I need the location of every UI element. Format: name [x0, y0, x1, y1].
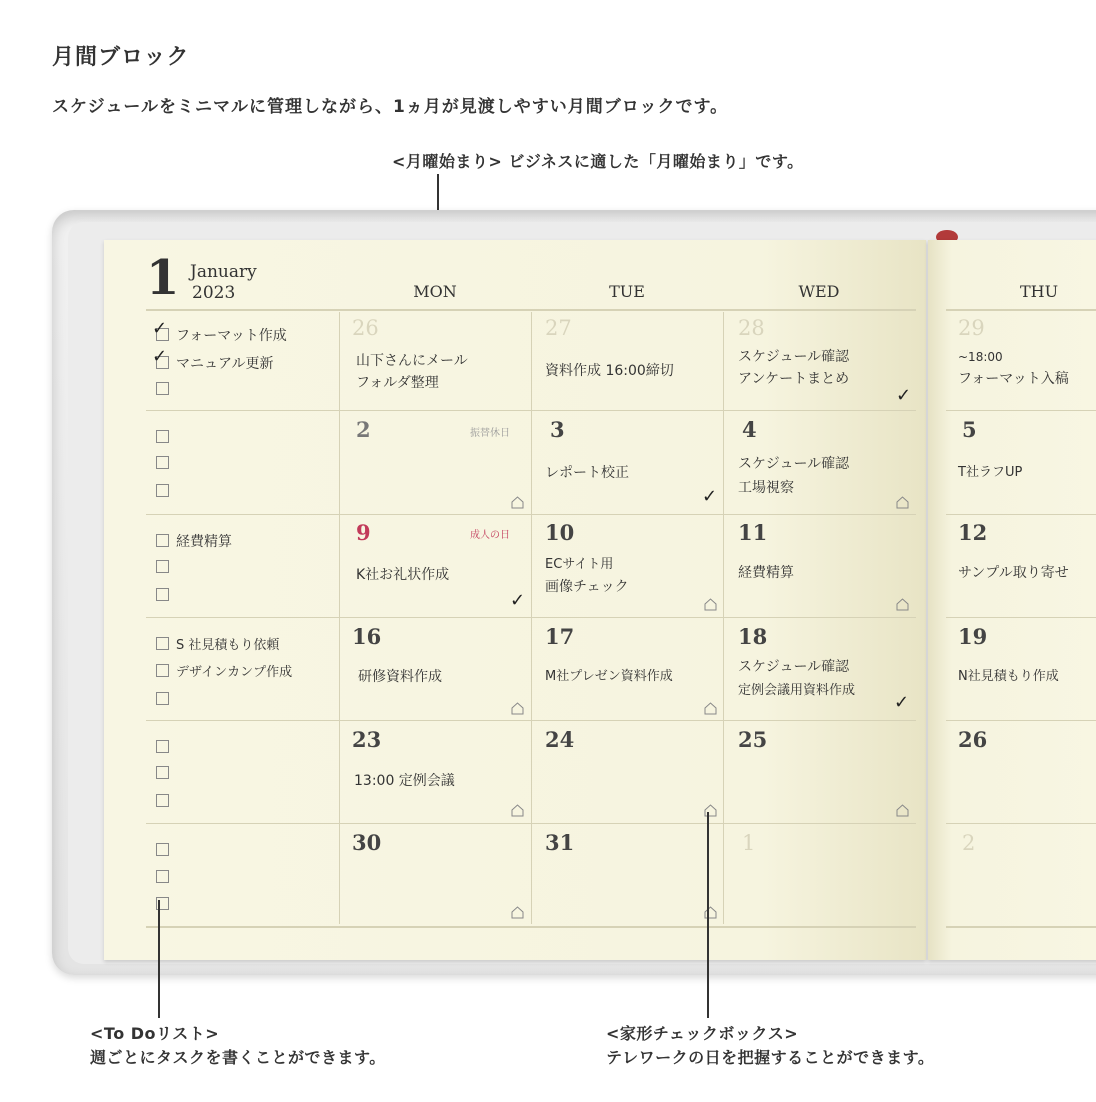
checkmark: ✓	[510, 590, 526, 611]
date-number: 25	[738, 727, 768, 752]
holiday-label: 振替休日	[470, 428, 510, 439]
house-checkbox-icon[interactable]	[511, 804, 524, 817]
todo-item: 経費精算	[176, 534, 232, 550]
house-checkbox-icon[interactable]	[704, 804, 717, 817]
callout-todo-title: <To Doリスト>	[90, 1024, 220, 1043]
dow-wed: WED	[798, 282, 840, 301]
todo-checkbox[interactable]	[156, 692, 169, 705]
dow-tue: TUE	[609, 282, 645, 301]
dow-mon: MON	[413, 282, 457, 301]
todo-checkbox[interactable]	[156, 794, 169, 807]
house-checkbox-icon[interactable]	[704, 702, 717, 715]
schedule-note: 13:00 定例会議	[354, 773, 455, 789]
todo-checkbox[interactable]	[156, 534, 169, 547]
house-checkbox-icon[interactable]	[704, 598, 717, 611]
schedule-note: 経費精算	[738, 565, 794, 581]
todo-checkbox[interactable]	[156, 484, 169, 497]
callout-monday-start: <月曜始まり> ビジネスに適した「月曜始まり」です。	[392, 152, 804, 171]
date-number: 29	[958, 316, 985, 340]
callout-line-house	[707, 812, 709, 1018]
todo-checkbox[interactable]	[156, 588, 169, 601]
todo-checkbox[interactable]	[156, 870, 169, 883]
month-name: January	[190, 262, 257, 282]
callout-todo	[90, 1022, 386, 1070]
section-description: スケジュールをミニマルに管理しながら、1ヵ月が見渡しやすい月間ブロックです。	[52, 97, 729, 117]
dow-thu: THU	[1019, 282, 1059, 301]
house-checkbox-icon[interactable]	[896, 496, 909, 509]
schedule-note: スケジュール確認	[738, 659, 850, 675]
grid-line	[146, 926, 916, 928]
todo-item: S 社見積もり依頼	[176, 638, 280, 653]
date-number: 27	[545, 316, 572, 340]
checkmark: ✓	[896, 385, 912, 406]
schedule-note: 研修資料作成	[358, 669, 442, 685]
house-checkbox-icon[interactable]	[896, 598, 909, 611]
holiday-label: 成人の日	[470, 530, 510, 541]
todo-item: デザインカンプ作成	[176, 665, 293, 680]
date-number: 12	[958, 520, 988, 545]
date-number: 5	[962, 417, 977, 442]
date-number: 17	[545, 624, 575, 649]
grid-line	[946, 720, 1096, 721]
todo-checkbox[interactable]	[156, 637, 169, 650]
year-label: 2023	[192, 283, 236, 303]
date-number: 24	[545, 727, 575, 752]
schedule-note: K社お礼状作成	[356, 567, 450, 583]
date-number: 3	[550, 417, 565, 442]
todo-checkbox[interactable]	[156, 766, 169, 779]
schedule-note: スケジュール確認	[738, 349, 850, 365]
house-checkbox-icon[interactable]	[511, 702, 524, 715]
grid-line	[946, 410, 1096, 411]
callout-house-title: <家形チェックボックス>	[606, 1024, 799, 1043]
todo-checkmark: ✓	[152, 346, 168, 367]
grid-line	[946, 926, 1096, 928]
grid-line	[946, 309, 1096, 311]
date-number: 30	[352, 830, 382, 855]
schedule-note: M社プレゼン資料作成	[545, 669, 673, 684]
date-number: 18	[738, 624, 768, 649]
checkmark: ✓	[702, 486, 718, 507]
house-checkbox-icon[interactable]	[704, 906, 717, 919]
schedule-note: スケジュール確認	[738, 456, 850, 472]
house-checkbox-icon[interactable]	[511, 496, 524, 509]
date-number: 9	[356, 520, 371, 545]
todo-checkmark: ✓	[152, 318, 168, 339]
callout-line-todo	[158, 900, 160, 1018]
grid-line	[946, 514, 1096, 515]
todo-checkbox[interactable]	[156, 456, 169, 469]
schedule-note: 画像チェック	[545, 579, 629, 595]
schedule-note: フォルダ整理	[356, 375, 439, 391]
todo-checkbox[interactable]	[156, 382, 169, 395]
todo-checkbox[interactable]	[156, 843, 169, 856]
todo-item: フォーマット作成	[176, 328, 287, 344]
date-number: 28	[738, 316, 765, 340]
section-heading: 月間ブロック	[52, 45, 190, 70]
date-number: 19	[958, 624, 988, 649]
schedule-note: 資料作成 16:00締切	[545, 363, 674, 379]
date-number: 23	[352, 727, 382, 752]
date-number: 2	[356, 417, 371, 442]
date-number: 1	[742, 831, 756, 855]
planner-right-page	[928, 240, 1096, 960]
grid-line	[946, 823, 1096, 824]
schedule-note: 定例会議用資料作成	[738, 683, 856, 698]
todo-checkbox[interactable]	[156, 560, 169, 573]
grid-col-sep	[723, 312, 724, 924]
date-number: 2	[962, 831, 976, 855]
grid-line	[146, 309, 916, 311]
todo-checkbox[interactable]	[156, 740, 169, 753]
schedule-note: アンケートまとめ	[738, 371, 850, 387]
date-number: 10	[545, 520, 575, 545]
schedule-note: レポート校正	[545, 465, 629, 481]
callout-todo-desc: 週ごとにタスクを書くことができます。	[90, 1048, 386, 1067]
house-checkbox-icon[interactable]	[511, 906, 524, 919]
grid-col-sep	[531, 312, 532, 924]
checkmark: ✓	[894, 692, 910, 713]
date-number: 26	[958, 727, 988, 752]
schedule-note: サンプル取り寄せ	[958, 565, 1069, 581]
schedule-note: 山下さんにメール	[356, 353, 468, 369]
todo-checkbox[interactable]	[156, 664, 169, 677]
grid-col-sep	[339, 312, 340, 924]
schedule-note: ~18:00	[958, 350, 1003, 364]
todo-checkbox[interactable]	[156, 430, 169, 443]
schedule-note: フォーマット入稿	[958, 371, 1069, 387]
date-number: 16	[352, 624, 382, 649]
todo-item: マニュアル更新	[176, 356, 274, 372]
date-number: 31	[545, 830, 575, 855]
callout-house	[606, 1022, 934, 1070]
month-number: 1	[146, 250, 180, 306]
schedule-note: T社ラフUP	[958, 465, 1023, 480]
date-number: 4	[742, 417, 757, 442]
date-number: 11	[738, 520, 768, 545]
schedule-note: ECサイト用	[545, 557, 614, 572]
grid-line	[946, 617, 1096, 618]
date-number: 26	[352, 316, 379, 340]
schedule-note: 工場視察	[738, 480, 794, 496]
house-checkbox-icon[interactable]	[896, 804, 909, 817]
callout-house-desc: テレワークの日を把握することができます。	[606, 1048, 935, 1067]
schedule-note: N社見積もり作成	[958, 669, 1059, 684]
